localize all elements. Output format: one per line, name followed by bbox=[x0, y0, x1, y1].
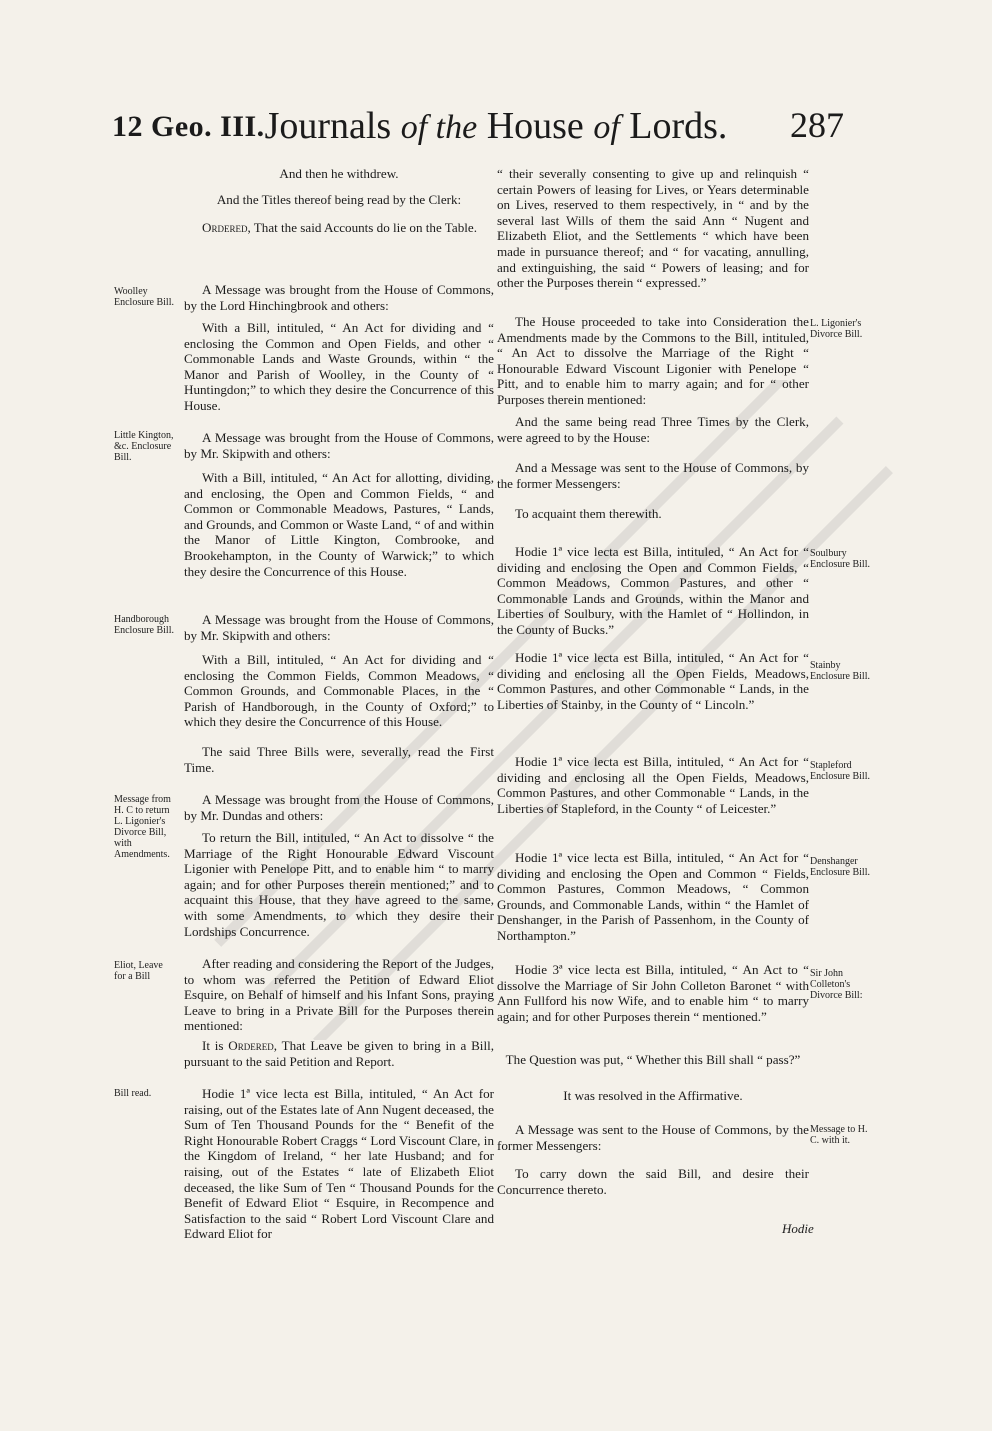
paragraph: After reading and considering the Report of the Judges, to whom was referred the Petition of Edward Eliot Esquire, on Behalf of himself and his Infant Sons, praying Leave to bring in a Private Bill for the Purposes therein mentioned: bbox=[184, 956, 494, 1034]
paragraph: The Question was put, “ Whether this Bill shall “ pass?” bbox=[505, 1052, 801, 1067]
margin-note-stainby: Stainby Enclosure Bill. bbox=[810, 660, 870, 682]
margin-note-soulbury: Soulbury Enclosure Bill. bbox=[810, 548, 870, 570]
paragraph: The House proceeded to take into Consideration the Amendments made by the Commons to the Bill, intituled, “ An Act to dissolve the Marriage of the Right “ Honourable Edward Viscount Ligonier with Penelope “ Pitt, and to enable him to marry again; and for “ other Purposes therein mentioned: bbox=[497, 314, 809, 407]
paragraph: A Message was brought from the House of Commons, by the Lord Hinchingbrook and others: bbox=[184, 282, 494, 313]
title-journals: Journals bbox=[264, 105, 392, 147]
paragraph-text: That the said Accounts do lie on the Table. bbox=[250, 220, 477, 235]
title-lords: Lords. bbox=[629, 105, 728, 147]
margin-note-bill-read: Bill read. bbox=[114, 1088, 152, 1099]
catchword: Hodie bbox=[782, 1221, 814, 1236]
paragraph: Hodie 1ª vice lecta est Billa, intituled, “ An Act for “ dividing and enclosing all the Open Fields, Meadows, Common Pastures, and other Commonable “ Lands, in the Liberties of Stainby, in the County of “ Lincoln.” bbox=[497, 650, 809, 712]
margin-note-message-to-hc: Message to H. C. with it. bbox=[810, 1124, 868, 1146]
page-number: 287 bbox=[790, 105, 844, 145]
paragraph: With a Bill, intituled, “ An Act for allotting, dividing, and enclosing, the Open and Common Fields, “ and Common or Commonable Meadows, Pastures, “ Lands, and Grounds, and Common or Waste Land, “ of and within the Manor of Little Kington, Combrooke, and Brookehampton, in the County of Warwick;” to which they desire the Concurrence of this House. bbox=[184, 470, 494, 579]
margin-note-eliot: Eliot, Leave for a Bill bbox=[114, 960, 163, 982]
regnal-year: 12 Geo. III. bbox=[112, 110, 265, 143]
paragraph: Hodie 1ª vice lecta est Billa, intituled, “ An Act for “ dividing and enclosing the Open and Common “ Fields, Common Pastures, Common Meadows, “ Common Grounds, and Commonable Lands, within “ the Hamlet of Denshanger, in the Parish of Passenhom, in the County of Northampton.” bbox=[497, 850, 809, 943]
paragraph bbox=[184, 1038, 494, 1069]
paragraph: To return the Bill, intituled, “ An Act to dissolve “ the Marriage of the Right Honourable Edward Viscount Ligonier with Penelope Pitt, and to enable him “ to marry again; and for other Purposes therein mentioned;” and to acquaint this House, that they have agreed to the same, with some Amendments, to which they desire their Lordships Concurrence. bbox=[184, 830, 494, 939]
paragraph: And a Message was sent to the House of Commons, by the former Messengers: bbox=[497, 460, 809, 491]
paragraph: With a Bill, intituled, “ An Act for dividing and “ enclosing the Common Fields, Common Meadows, “ Common Grounds, and Commonable Places, in the “ Parish of Handborough, in the County of Oxford;” to which they desire the Concurrence of this House. bbox=[184, 652, 494, 730]
paragraph: To carry down the said Bill, and desire their Concurrence thereto. bbox=[497, 1166, 809, 1197]
page-header bbox=[0, 96, 992, 166]
margin-note-ligonier: L. Ligonier's Divorce Bill. bbox=[810, 318, 863, 340]
margin-note-colleton: Sir John Colleton's Divorce Bill: bbox=[810, 968, 863, 1001]
paragraph: Hodie 1ª vice lecta est Billa, intituled, “ An Act for raising, out of the Estates late of Ann Nugent deceased, the Sum of Ten Thousand Pounds for the “ Benefit of the Right Honourable Robert Craggs “ Lord Viscount Clare, in the Kingdom of Ireland, “ her late Husband; and for raising, out of the Estates “ late of Elizabeth Eliot deceased, the like Sum of Ten “ Thousand Pounds for the Benefit of Edward Eliot “ Esquire, in Recompence and Satisfaction to the said “ Robert Lord Viscount Clare and Edward Eliot for bbox=[184, 1086, 494, 1242]
paragraph: It was resolved in the Affirmative. bbox=[563, 1088, 743, 1103]
margin-note-message-hc: Message from H. C to return L. Ligonier's Divorce Bill, with Amendments. bbox=[114, 794, 171, 860]
margin-note-stapleford: Stapleford Enclosure Bill. bbox=[810, 760, 870, 782]
paragraph: To acquaint them therewith. bbox=[515, 506, 662, 521]
paragraph: Hodie 1ª vice lecta est Billa, intituled, “ An Act for “ dividing and enclosing all the Open Fields, Meadows, Common Pastures, and other Commonable “ Lands, in the Liberties of Stapleford, in the County “ of Leicester.” bbox=[497, 754, 809, 816]
paragraph: A Message was brought from the House of Commons, by Mr. Skipwith and others: bbox=[184, 612, 494, 643]
paragraph: Hodie 3ª vice lecta est Billa, intituled, “ An Act to “ dissolve the Marriage of Sir John Colleton Baronet “ with Ann Fullford his now Wife, and to enable him “ to marry again; and for other Purposes therein “ mentioned.” bbox=[497, 962, 809, 1024]
paragraph-text: That Leave be given to bring in a Bill, pursuant to the said Petition and Report. bbox=[184, 1038, 494, 1069]
paragraph: A Message was brought from the House of Commons, by Mr. Dundas and others: bbox=[184, 792, 494, 823]
paragraph: A Message was brought from the House of Commons, by Mr. Skipwith and others: bbox=[184, 430, 494, 461]
paragraph: A Message was sent to the House of Commons, by the former Messengers: bbox=[497, 1122, 809, 1153]
paragraph bbox=[184, 220, 494, 236]
title-house: House bbox=[486, 105, 584, 147]
paragraph-text: It is bbox=[202, 1038, 229, 1053]
paragraph: With a Bill, intituled, “ An Act for dividing and “ enclosing the Common and Open Fields, and other “ Commonable Lands and Waste Grounds, within “ the Manor and Parish of Woolley, in the County of “ Huntingdon;” to which they desire the Concurrence of this House. bbox=[184, 320, 494, 413]
ordered-label: Ordered, bbox=[202, 220, 251, 235]
margin-note-handborough: Handborough Enclosure Bill. bbox=[114, 614, 174, 636]
paragraph: “ their severally consenting to give up and relinquish “ certain Powers of leasing for Lives, or Years determinable on Lives, reserved to them respectively, in “ and by the several last Wills of them the said Ann “ Nugent and Elizabeth Eliot, and the Settlements “ which have been made in pursuance thereof; and “ for vacating, annulling, and extinguishing, the said “ Powers of leasing; and for other the Purposes therein “ expressed.” bbox=[497, 166, 809, 291]
margin-note-woolley: Woolley Enclosure Bill. bbox=[114, 286, 174, 308]
title-of-the: of the bbox=[400, 109, 478, 146]
paragraph: And the same being read Three Times by the Clerk, were agreed to by the House: bbox=[497, 414, 809, 445]
paragraph: And the Titles thereof being read by the Clerk: bbox=[216, 192, 462, 207]
title-of: of bbox=[593, 109, 620, 146]
margin-note-little-kington: Little Kington, &c. Enclosure Bill. bbox=[114, 430, 174, 463]
paragraph: Hodie 1ª vice lecta est Billa, intituled, “ An Act for “ dividing and enclosing the Open and Common Fields, “ Common Meadows, Common Pastures, and other “ Commonable Lands and Grounds, within the Manor and Liberties of Soulbury, with the Hamlet of “ Hollindon, in the County of Bucks.” bbox=[497, 544, 809, 637]
margin-note-denshanger: Denshanger Enclosure Bill. bbox=[810, 856, 870, 878]
paragraph: And then he withdrew. bbox=[279, 166, 399, 181]
paragraph: The said Three Bills were, severally, read the First Time. bbox=[184, 744, 494, 775]
ordered-label: Ordered, bbox=[228, 1038, 278, 1053]
